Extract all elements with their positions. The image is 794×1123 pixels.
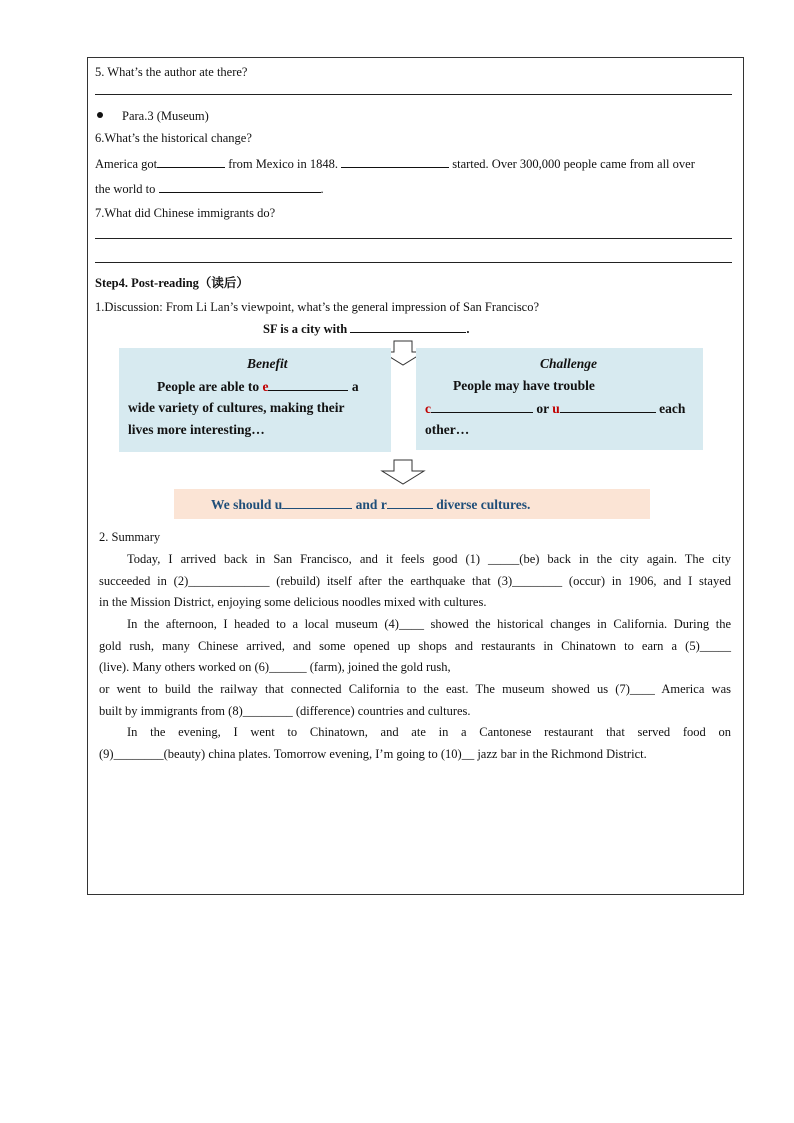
challenge-line-3: other…	[425, 422, 470, 437]
blank-respect[interactable]	[387, 496, 433, 509]
blank-world-to[interactable]	[159, 180, 321, 193]
challenge-line-1: People may have trouble	[453, 378, 595, 393]
blank-started[interactable]	[341, 155, 449, 168]
summary-line: (live). Many others worked on (6)______ (farm), joined the gold rush,	[99, 660, 451, 674]
benefit-line-1	[157, 378, 359, 395]
conclusion-text-b: and r	[352, 497, 387, 512]
summary-line: Today, I arrived back in San Francisco, and it feels good (1) _____(be) back in the city again. The city	[127, 552, 731, 566]
challenge-letter-u: u	[552, 401, 560, 416]
benefit-box	[119, 348, 391, 452]
summary-line: built by immigrants from (8)________ (difference) countries and cultures.	[99, 704, 471, 718]
conclusion-box	[174, 489, 650, 519]
question-6-line-2	[95, 180, 324, 197]
blank-c[interactable]	[431, 400, 533, 413]
challenge-line-2	[425, 400, 685, 417]
conclusion-text	[211, 496, 530, 513]
q6-text-b: from Mexico in 1848.	[228, 157, 338, 171]
benefit-text-b: a	[348, 379, 359, 394]
answer-line-5[interactable]	[95, 94, 732, 95]
benefit-text-a: People are able to	[157, 379, 263, 394]
benefit-line-2: wide variety of cultures, making their	[128, 400, 345, 415]
question-6-line-1	[95, 155, 695, 172]
step4-heading: Step4. Post-reading（读后）	[95, 276, 249, 290]
sf-suffix: .	[466, 322, 470, 336]
q6-text-e: .	[320, 182, 324, 196]
sf-prefix: SF is a city with	[263, 322, 348, 336]
challenge-box	[416, 348, 703, 450]
conclusion-text-c: diverse cultures.	[432, 497, 531, 512]
question-7: 7.What did Chinese immigrants do?	[95, 206, 276, 220]
benefit-line-3: lives more interesting…	[128, 422, 265, 437]
blank-u[interactable]	[560, 400, 656, 413]
blank-understand[interactable]	[282, 496, 352, 509]
summary-line: succeeded in (2)_____________ (rebuild) itself after the earthquake that (3)________ (occur) in 1906, and I stayed	[99, 574, 731, 588]
blank-sf[interactable]	[350, 320, 466, 333]
sf-statement	[263, 320, 470, 337]
conclusion-text-a: We should u	[211, 497, 283, 512]
down-arrow-icon	[380, 459, 426, 485]
challenge-text-each: each	[655, 401, 686, 416]
para3-heading: Para.3 (Museum)	[122, 109, 209, 123]
bullet-icon	[97, 112, 103, 118]
summary-line: In the afternoon, I headed to a local museum (4)____ showed the historical changes in California. During the	[127, 617, 731, 631]
challenge-text-or: or	[533, 401, 553, 416]
answer-line-7a[interactable]	[95, 238, 732, 239]
blank-e[interactable]	[268, 378, 348, 391]
challenge-title: Challenge	[540, 356, 598, 371]
answer-line-7b[interactable]	[95, 262, 732, 263]
summary-line: gold rush, many Chinese arrived, and some opened up shops and restaurants in Chinatown to earn a (5)_____	[99, 639, 731, 653]
question-6: 6.What’s the historical change?	[95, 131, 252, 145]
challenge-letter-c: c	[425, 401, 431, 416]
blank-got[interactable]	[157, 155, 225, 168]
q6-text-a: America got	[95, 157, 158, 171]
summary-heading: 2. Summary	[99, 530, 161, 544]
q6-text-c: started. Over 300,000 people came from all over	[452, 157, 695, 171]
discussion-question: 1.Discussion: From Li Lan’s viewpoint, what’s the general impression of San Francisco?	[95, 300, 540, 314]
question-5: 5. What’s the author ate there?	[95, 65, 248, 79]
summary-line: In the evening, I went to Chinatown, and ate in a Cantonese restaurant that served food on	[127, 725, 731, 739]
summary-line: (9)________(beauty) china plates. Tomorrow evening, I’m going to (10)__ jazz bar in the Richmond District.	[99, 747, 647, 761]
summary-line: in the Mission District, enjoying some delicious noodles mixed with cultures.	[99, 595, 487, 609]
q6-text-d: the world to	[95, 182, 156, 196]
benefit-letter-e: e	[262, 379, 269, 394]
summary-line: or went to build the railway that connected California to the east. The museum showed us (7)____ America was	[99, 682, 731, 696]
benefit-title: Benefit	[247, 356, 288, 371]
